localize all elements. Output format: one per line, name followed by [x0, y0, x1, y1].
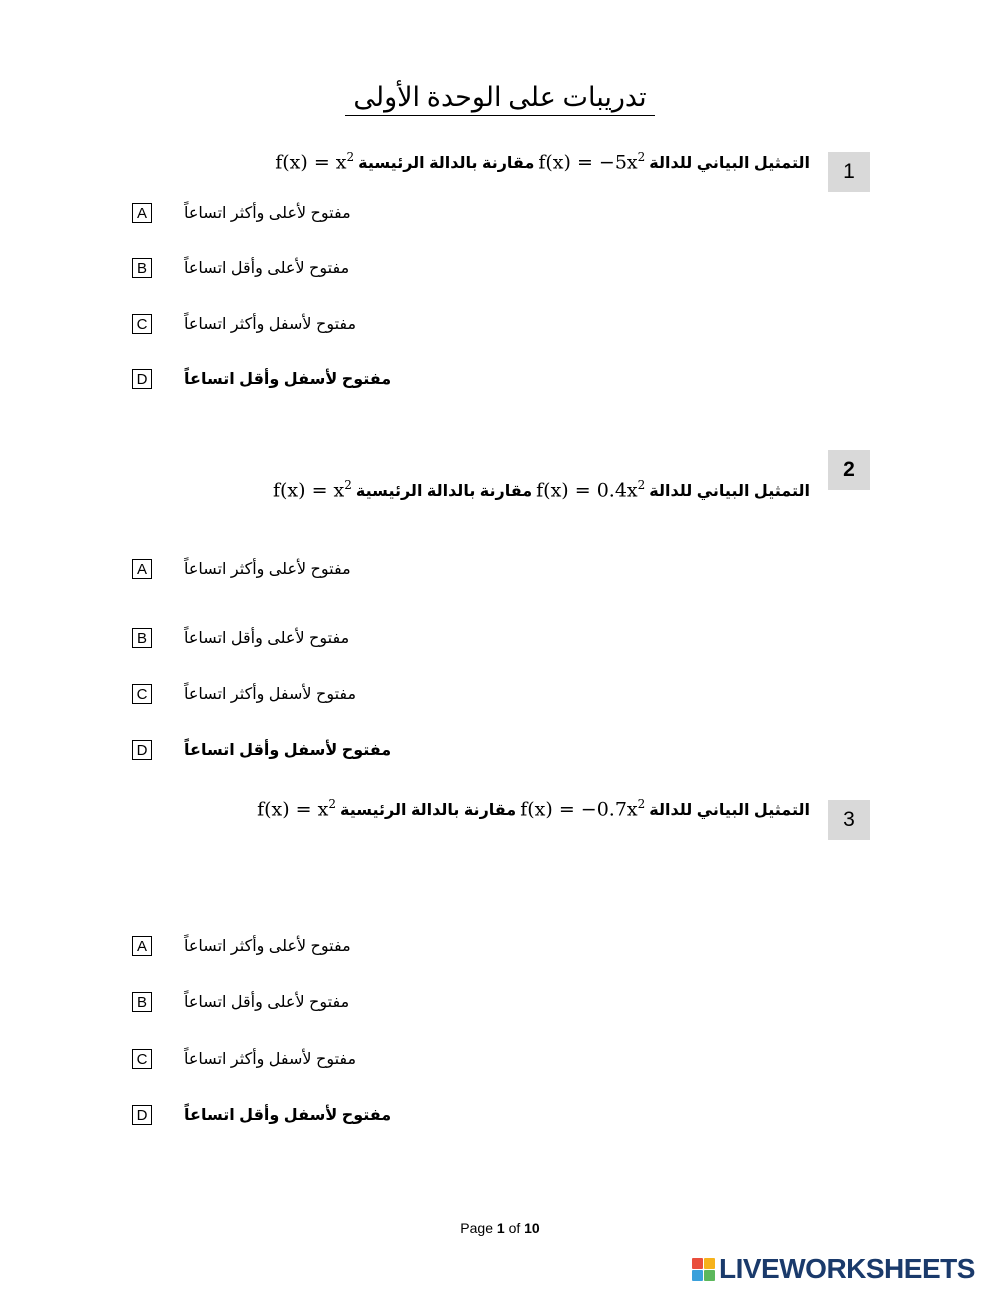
option-text: مفتوح لأسفل وأكثر اتساعاً [184, 1051, 357, 1068]
logo-grid-icon [692, 1258, 715, 1281]
option-3-c[interactable] [132, 1047, 356, 1071]
question-number-1: 1 [828, 152, 870, 192]
option-letter: A [132, 203, 152, 223]
option-2-b[interactable] [132, 626, 349, 650]
option-text: مفتوح لأسفل وأقل اتساعاً [184, 1107, 392, 1124]
current-page: 1 [496, 1220, 505, 1236]
option-letter: A [132, 936, 152, 956]
option-letter: C [132, 314, 152, 334]
parent-function: $f(x) = x^2$ [257, 797, 336, 821]
option-3-a[interactable] [132, 934, 351, 958]
option-text: مفتوح لأعلى وأكثر اتساعاً [184, 561, 351, 578]
question-comparison: مقارنة بالدالة الرئيسية [358, 155, 535, 173]
option-3-b[interactable] [132, 990, 349, 1014]
question-function: $f(x) = -0.7x^2$ [520, 797, 646, 821]
question-comparison: مقارنة بالدالة الرئيسية [340, 802, 517, 820]
logo-text: LIVEWORKSHEETS [719, 1253, 975, 1284]
question-number-3: 3 [828, 800, 870, 840]
option-text: مفتوح لأعلى وأكثر اتساعاً [184, 205, 351, 222]
option-letter: B [132, 258, 152, 278]
option-letter: C [132, 684, 152, 704]
page-word: Page [460, 1220, 493, 1236]
option-1-b[interactable] [132, 256, 349, 280]
liveworksheets-logo[interactable] [692, 1254, 975, 1284]
option-text: مفتوح لأسفل وأكثر اتساعاً [184, 316, 357, 333]
question-function: $f(x) = -5x^2$ [538, 150, 646, 174]
option-text: مفتوح لأسفل وأقل اتساعاً [184, 742, 392, 759]
option-2-a[interactable] [132, 557, 351, 581]
option-text: مفتوح لأعلى وأقل اتساعاً [184, 630, 350, 647]
logo-square [704, 1270, 715, 1281]
question-prefix: التمثيل البياني للدالة [649, 155, 810, 173]
parent-function: $f(x) = x^2$ [275, 150, 355, 174]
option-letter: D [132, 740, 152, 760]
logo-square [692, 1258, 703, 1269]
option-text: مفتوح لأعلى وأقل اتساعاً [184, 260, 350, 277]
question-prefix: التمثيل البياني للدالة [649, 802, 810, 820]
question-prefix: التمثيل البياني للدالة [649, 483, 810, 501]
option-text: مفتوح لأسفل وأكثر اتساعاً [184, 686, 357, 703]
question-3-text [257, 797, 810, 820]
option-3-d[interactable] [132, 1103, 391, 1127]
option-text: مفتوح لأعلى وأكثر اتساعاً [184, 938, 351, 955]
option-letter: B [132, 628, 152, 648]
option-letter: C [132, 1049, 152, 1069]
total-pages: 10 [524, 1220, 540, 1236]
option-2-d[interactable] [132, 738, 391, 762]
logo-square [692, 1270, 703, 1281]
option-text: مفتوح لأعلى وأقل اتساعاً [184, 994, 350, 1011]
option-text: مفتوح لأسفل وأقل اتساعاً [184, 371, 392, 388]
parent-function: $f(x) = x^2$ [272, 478, 352, 502]
option-letter: B [132, 992, 152, 1012]
option-letter: A [132, 559, 152, 579]
of-word: of [508, 1220, 521, 1236]
option-letter: D [132, 1105, 152, 1125]
option-2-c[interactable] [132, 682, 356, 706]
page-title: تدريبات على الوحدة الأولى [0, 82, 1000, 116]
question-2-text [273, 478, 810, 501]
question-1-text [275, 150, 810, 173]
option-1-a[interactable] [132, 201, 351, 225]
logo-square [704, 1258, 715, 1269]
option-1-d[interactable] [132, 367, 391, 391]
question-comparison: مقارنة بالدالة الرئيسية [355, 483, 533, 501]
question-function: $f(x) = 0.4x^2$ [536, 478, 646, 502]
option-letter: D [132, 369, 152, 389]
question-number-2: 2 [828, 450, 870, 490]
page-footer [0, 1220, 1000, 1236]
option-1-c[interactable] [132, 312, 356, 336]
